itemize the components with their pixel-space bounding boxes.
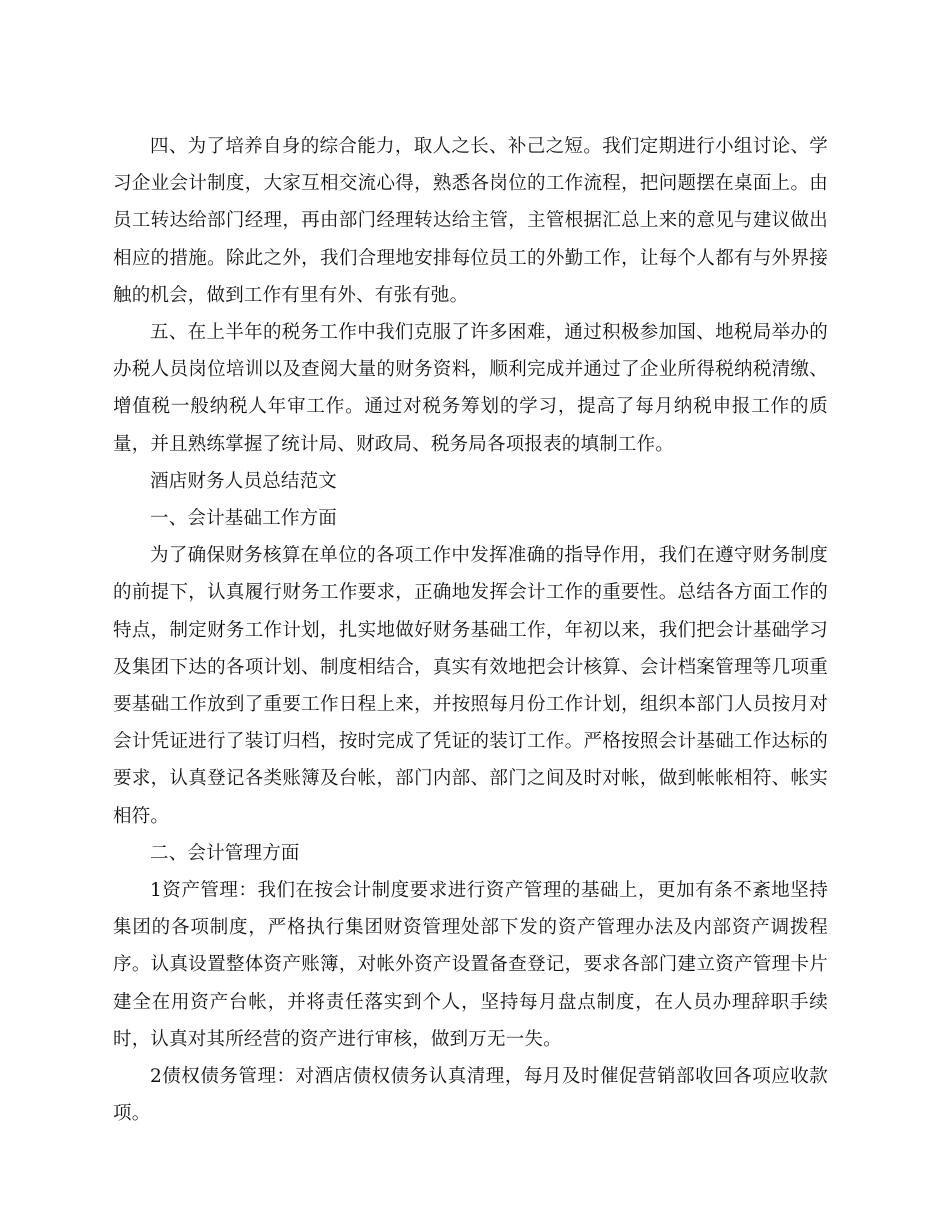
paragraph-section-five: 五、在上半年的税务工作中我们克服了许多困难，通过积极参加国、地税局举办的办税人员岗位培训以及查阅大量的财务资料，顺利完成并通过了企业所得税纳税清缴、增值税一般纳税人年审工作。通过对税务筹划的学习，提高了每月纳税申报工作的质量，并且熟练掌握了统计局、财政局、税务局各项报表的填制工作。 [113,322,828,455]
heading-accounting-basics: 一、会计基础工作方面 [150,508,338,530]
paragraph-section-four: 四、为了培养自身的综合能力，取人之长、补己之短。我们定期进行小组讨论、学习企业会计制度，大家互相交流心得，熟悉各岗位的工作流程，把问题摆在桌面上。由员工转达给部门经理，再由部门经理转达给主管，主管根据汇总上来的意见与建议做出相应的措施。除此之外，我们合理地安排每位员工的外勤工作，让每个人都有与外界接触的机会，做到工作有里有外、有张有弛。 [113,136,828,306]
paragraph-accounting-basics: 为了确保财务核算在单位的各项工作中发挥准确的指导作用，我们在遵守财务制度的前提下，认真履行财务工作要求，正确地发挥会计工作的重要性。总结各方面工作的特点，制定财务工作计划，扎实地做好财务基础工作，年初以来，我们把会计基础学习及集团下达的各项计划、制度相结合，真实有效地把会计核算、会计档案管理等几项重要基础工作放到了重要工作日程上来，并按照每月份工作计划，组织本部门人员按月对会计凭证进行了装订归档，按时完成了凭证的装订工作。严格按照会计基础工作达标的要求，认真登记各类账簿及台帐，部门内部、部门之间及时对帐，做到帐帐相符、帐实相符。 [113,545,828,827]
paragraph-debt-management: 2债权债务管理：对酒店债权债务认真清理，每月及时催促营销部收回各项应收款项。 [113,1066,828,1125]
document-subtitle: 酒店财务人员总结范文 [150,470,338,492]
document-body [113,128,828,1132]
paragraph-asset-management: 1资产管理：我们在按会计制度要求进行资产管理的基础上，更加有条不紊地坚持集团的各项制度，严格执行集团财资管理处部下发的资产管理办法及内部资产调拨程序。认真设置整体资产账簿，对帐外资产设置备查登记，要求各部门建立资产管理卡片建全在用资产台帐，并将责任落实到个人，坚持每月盘点制度，在人员办理辞职手续时，认真对其所经营的资产进行审核，做到万无一失。 [113,880,828,1050]
heading-accounting-management: 二、会计管理方面 [150,842,300,864]
